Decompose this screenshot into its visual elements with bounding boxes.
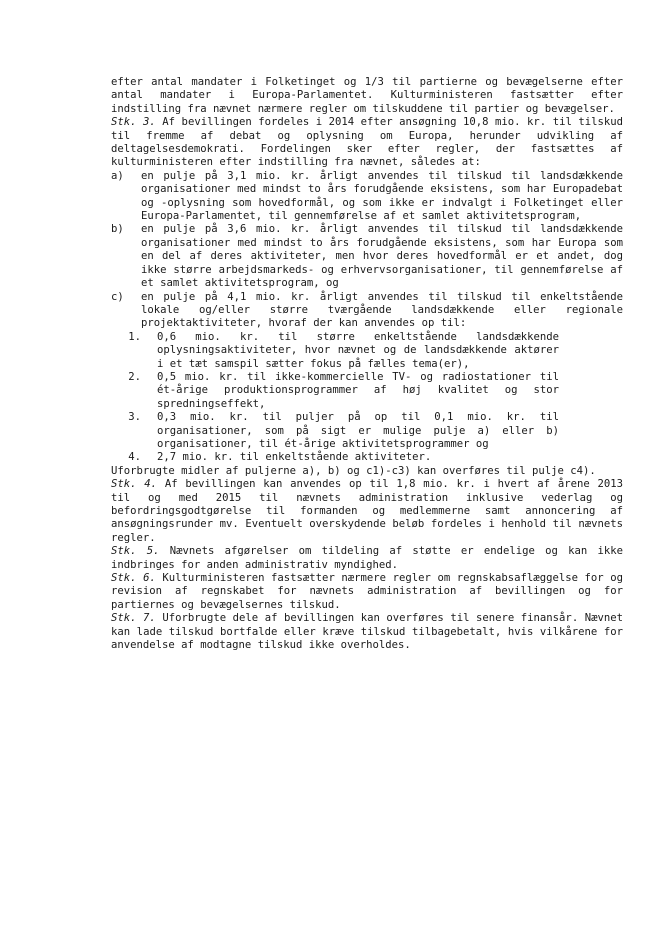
intro-paragraph: efter antal mandater i Folketinget og 1/3 til partierne og bevægelserne efter antal mandater i Europa-Parlamentet. Kulturministeren fastsætter efter indstilling fra nævnet nærmere regler om tilskuddene til partier og bevægelser. <box>111 76 623 115</box>
list-item-text: en pulje på 3,6 mio. kr. årligt anvendes til tilskud til landsdækkende organisationer med mindst to års forudgående eksistens, som har Europa som en del af deres aktiviteter, men hvor deres hovedformål er et andet, dog ikke større arbejdsmarkeds- og erhvervsorganisationer, til gennemførelse af et samlet aktivitetsprogram, og <box>141 223 623 290</box>
list-item-label: c) <box>111 290 124 303</box>
stk7-label: Stk. 7. <box>111 612 156 625</box>
sublist-item-3 <box>111 411 623 451</box>
list-item-a <box>111 170 623 224</box>
sublist-item-label: 4. <box>128 451 141 464</box>
stk3-text: Af bevillingen fordeles i 2014 efter ansøgning 10,8 mio. kr. til tilskud til fremme af debat og oplysning om Europa, herunder udvikling af deltagelsesdemokrati. Fordelingen sker efter regler, der fastsættes af kulturministeren efter indstilling fra nævnet, således at: <box>111 116 623 169</box>
stk5-label: Stk. 5. <box>111 545 160 558</box>
sublist-item-1 <box>111 331 623 371</box>
list-item-b <box>111 223 623 290</box>
list-item-text: en pulje på 3,1 mio. kr. årligt anvendes til tilskud til landsdækkende organisationer med mindst to års forudgående eksistens, som har Europadebat og -oplysning som hovedformål, og som ikke er indvalgt i Folketinget eller Europa-Parlamentet, til gennemførelse af et samlet aktivitetsprogram, <box>141 169 623 223</box>
sublist-item-text: 2,7 mio. kr. til enkeltstående aktiviteter. <box>157 451 432 464</box>
sublist-item-text: 0,6 mio. kr. til større enkeltstående landsdækkende oplysningsaktiviteter, hvor nævnet og de landsdækkende aktører i et tæt samspil sætter fokus på fælles tema(er), <box>157 330 559 370</box>
stk6-label: Stk. 6. <box>111 572 156 585</box>
list-item-label: b) <box>111 223 124 236</box>
stk4-paragraph <box>111 478 623 545</box>
stk5-paragraph <box>111 545 623 572</box>
stk3-label: Stk. 3. <box>111 116 156 129</box>
document-page <box>111 76 623 652</box>
stk7-text: Uforbrugte dele af bevillingen kan overføres til senere finansår. Nævnet kan lade tilskud bortfalde eller kræve tilskud tilbagebetalt, hvis vilkårene for anvendelse af modtagne tilskud ikke overholdes. <box>111 612 623 652</box>
stk3-after-paragraph: Uforbrugte midler af puljerne a), b) og c1)-c3) kan overføres til pulje c4). <box>111 464 596 477</box>
sublist-item-label: 3. <box>128 411 141 424</box>
sublist-item-4 <box>111 451 623 464</box>
stk4-text: Af bevillingen kan anvendes op til 1,8 mio. kr. i hvert af årene 2013 til og med 2015 til nævnets administration inklusive vederlag og befordringsgodtgørelse til formanden og medlemmerne samt annoncering af ansøgningsrunder mv. Eventuelt overskydende beløb fordeles i henhold til nævnets regler. <box>111 478 623 544</box>
list-item-text: en pulje på 4,1 mio. kr. årligt anvendes til tilskud til enkeltstående lokale og/eller større tværgående landsdækkende eller regionale projektaktiviteter, hvoraf der kan anvendes op til: <box>141 290 623 330</box>
stk5-text: Nævnets afgørelser om tildeling af støtte er endelige og kan ikke indbringes for anden administrativ myndighed. <box>111 545 623 571</box>
stk6-paragraph <box>111 572 623 612</box>
stk7-paragraph <box>111 612 623 652</box>
sublist-item-text: 0,3 mio. kr. til puljer på op til 0,1 mio. kr. til organisationer, som på sigt er mulige pulje a) eller b) organisationer, til ét-årige aktivitetsprogrammer og <box>157 411 559 450</box>
sublist-item-label: 2. <box>128 370 141 383</box>
list-item-label: a) <box>111 169 124 182</box>
list-item-c <box>111 291 623 331</box>
numbered-sublist <box>111 331 623 465</box>
sublist-item-text: 0,5 mio. kr. til ikke-kommercielle TV- og radiostationer til ét-årige produktionsprogrammer af høj kvalitet og stor spredningseffekt, <box>157 370 559 410</box>
sublist-item-2 <box>111 371 623 411</box>
stk4-label: Stk. 4. <box>111 478 158 491</box>
stk6-text: Kulturministeren fastsætter nærmere regler om regnskabsaflæggelse for og revision af regnskabet for nævnets administration af bevillingen og for partiernes og bevægelsernes tilskud. <box>111 572 623 611</box>
stk3-paragraph <box>111 116 623 170</box>
sublist-item-label: 1. <box>128 330 141 343</box>
